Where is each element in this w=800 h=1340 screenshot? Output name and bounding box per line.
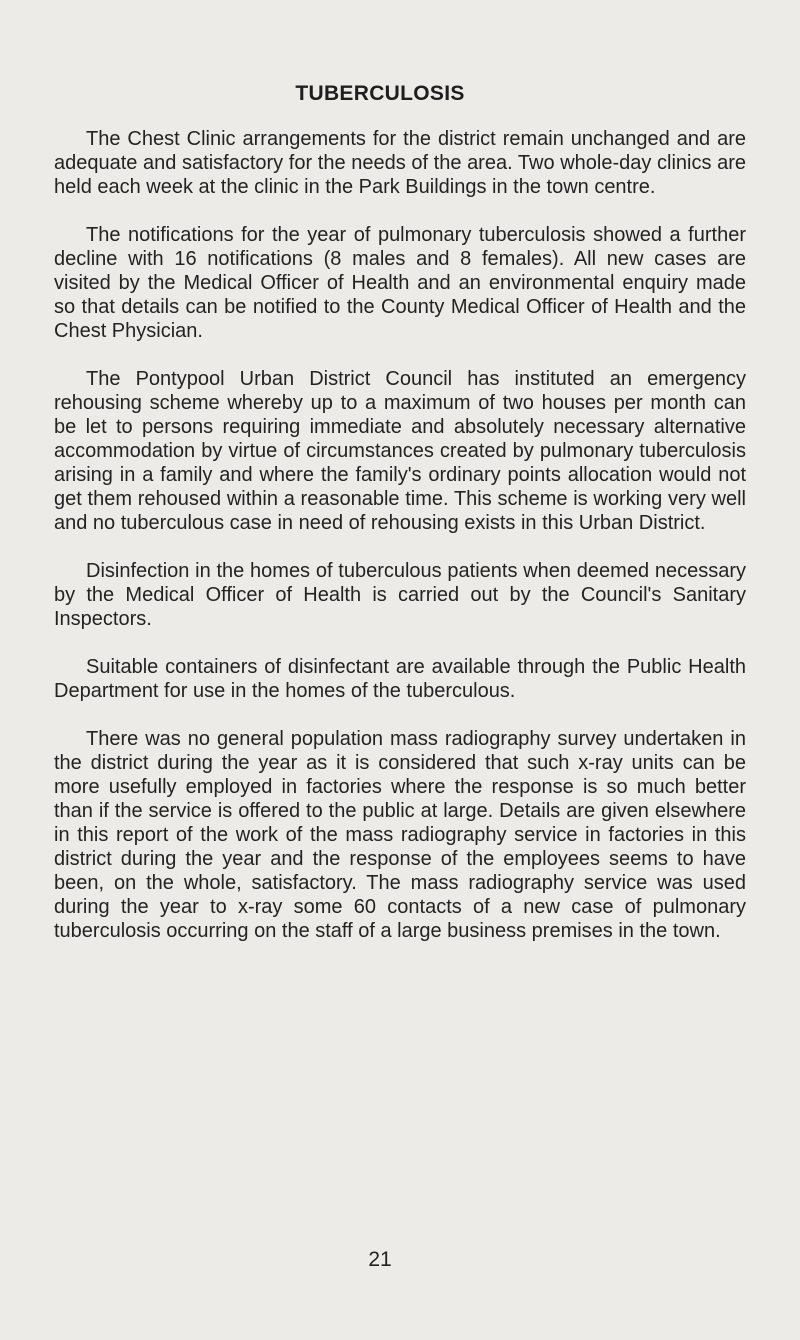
page-number: 21 [368, 1248, 392, 1271]
page-title: TUBERCULOSIS [295, 82, 465, 105]
paragraph-disinfectant-containers: Suitable containers of disinfectant are available through the Public Health Department for use in the homes of the tuberculous. [54, 656, 746, 702]
paragraph-rehousing-scheme: The Pontypool Urban District Council has instituted an emergency rehousing scheme whereby up to a maximum of two houses per month can be let to persons requiring immediate and absolutely necessary alternative accommodation by virtue of circumstances created by pulmonary tuberculosis arising in a family and where the family's ordinary points allocation would not get them rehoused within a reasonable time. This scheme is working very well and no tuberculous case in need of rehousing exists in this Urban District. [54, 368, 746, 534]
paragraph-disinfection: Disinfection in the homes of tuberculous patients when deemed necessary by the Medical Officer of Health is carried out by the Council's Sanitary Inspectors. [54, 560, 746, 630]
paragraph-mass-radiography: There was no general population mass radiography survey undertaken in the district during the year as it is considered that such x-ray units can be more usefully employed in factories where the response is so much better than if the service is offered to the public at large. Details are given elsewhere in this report of the work of the mass radiography service in factories in this district during the year and the response of the employees seems to have been, on the whole, satisfactory. The mass radiography service was used during the year to x-ray some 60 contacts of a new case of pulmonary tuberculosis occurring on the staff of a large business premises in the town. [54, 728, 746, 942]
paragraph-chest-clinic: The Chest Clinic arrangements for the district remain unchanged and are adequate and satisfactory for the needs of the area. Two whole-day clinics are held each week at the clinic in the Park Buildings in the town centre. [54, 128, 746, 198]
paragraph-notifications: The notifications for the year of pulmonary tuberculosis showed a further decline with 16 notifications (8 males and 8 females). All new cases are visited by the Medical Officer of Health and an environmental enquiry made so that details can be notified to the County Medical Officer of Health and the Chest Physician. [54, 224, 746, 342]
document-body [54, 127, 746, 967]
